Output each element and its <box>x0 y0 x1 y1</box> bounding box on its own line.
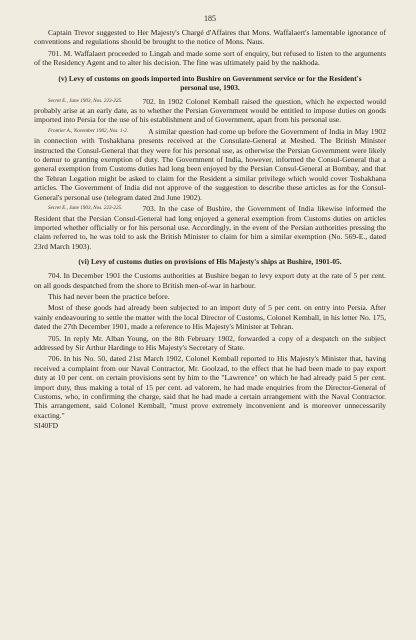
paragraph-705: 705. In reply Mr. Alban Young, on the 8th February 1902, forwarded a copy of a despatch on the subject addressed by Sir Arthur Hardinge to His Majesty's Secretary of State. <box>34 333 386 352</box>
paragraph-700-continued: Captain Trevor suggested to Her Majesty's Chargé d'Affaires that Mons. Waffalaert's lamentable ignorance of conventions and regulations should be brought to the notice of Mons. Naus. <box>34 28 386 47</box>
paragraph-702 <box>34 97 386 125</box>
paragraph-703-text: 703. In the case of Bushire, the Government of India likewise informed the Resident that the Persian Consul-General had long enjoyed a general exemption from Customs duties on articles imported whether officially or for his personal use. Accordingly, in the event of the Persian authorities pressing the claim referred to, he was told to ask the British Minister to claim for him a similar exemption (No. 569-E., dated 23rd March 1903). <box>34 204 386 251</box>
page-number: 185 <box>204 14 216 23</box>
paragraph-702b <box>34 127 386 202</box>
paragraph-702-text: 702. In 1902 Colonel Kemball raised the question, which he expected would probably arise at an early date, as to whether the Persian Government would be entitled to impose duties on goods imported into Persia for the use of his establishment and of Government, apart from his personal use. <box>34 96 386 125</box>
section-heading-vi: (vi) Levy of customs duties on provisions of His Majesty's ships at Bushire, 1901-05. <box>78 257 342 267</box>
margin-note-703: Secret E., June 1903, Nos. 223-225. <box>48 205 123 212</box>
paragraph-703 <box>34 204 386 251</box>
paragraph-701: 701. M. Waffalaert proceeded to Lingah and made some sort of enquiry, but refused to listen to the arguments of the Residency Agent and to alter his decision. The fine was ultimately paid by the nakhoda. <box>34 48 386 68</box>
margin-note-702b: Frontier A., November 1902, Nos. 1-2. <box>48 127 129 134</box>
printer-signature: SI40FD <box>34 421 59 431</box>
paragraph-706: 706. In his No. 50, dated 21st March 1902, Colonel Kemball reported to His Majesty's Minister that, having received a complaint from our Naval Contractor, Mr. Goolzad, to the effect that he had been made to pay export duty at 10 per cent. on certain provisions sent by him to the "Lawrence" on which he had already paid 5 per cent. import duty, thus making a total of 15 per cent. ad valorem, he had made enquiries from the Director-General of Customs, who, in confirming the charge, said that he had made a certain arrangement with the Naval Contractor. This arrangement, said Colonel Kemball, "must prove extremely inconvenient and is moreover unnecessarily exacting." <box>34 354 386 420</box>
paragraph-704c: Most of these goods had already been subjected to an import duty of 5 per cent. on entry into Persia. After vainly endeavouring to settle the matter with the local Director of Customs, Colonel Kemball, in his letter No. 175, dated the 27th December 1901, made a reference to His Majesty's Minister at Tehran. <box>34 303 386 332</box>
paragraph-704: 704. In December 1901 the Customs authorities at Bushire began to levy export duty at the rate of 5 per cent. on all goods despatched from the shore to British men-of-war in harbour. <box>34 271 386 290</box>
paragraph-702b-text: A similar question had come up before the Government of India in May 1902 in connection with Toshakhana presents received at the Consulate-General at Meshed. The British Minister instructed the Consul-General that they were for his personal use, as otherwise the Persian Government were likely to demur to granting exemption of duty. The Government of India, however, informed the Consul-General that a general exemption from Customs duties had long been enjoyed by the Persian Consul-General at Bombay, and that the Tehran Legation might be asked to claim for the Resident a similar privilege which would cover Toshakhana articles. The Government of India did not approve of the suggestion to describe these articles as for the Consul-General's personal use (telegram dated 2nd June 1902). <box>34 126 386 202</box>
paragraph-704b: This had never been the practice before. <box>48 291 170 301</box>
section-heading-v: (v) Levy of customs on goods imported into Bushire on Government service or for the Resident's personal use, 1903. <box>58 73 362 92</box>
margin-note-702: Secret E., June 1903, Nos. 223-225. <box>48 97 123 104</box>
